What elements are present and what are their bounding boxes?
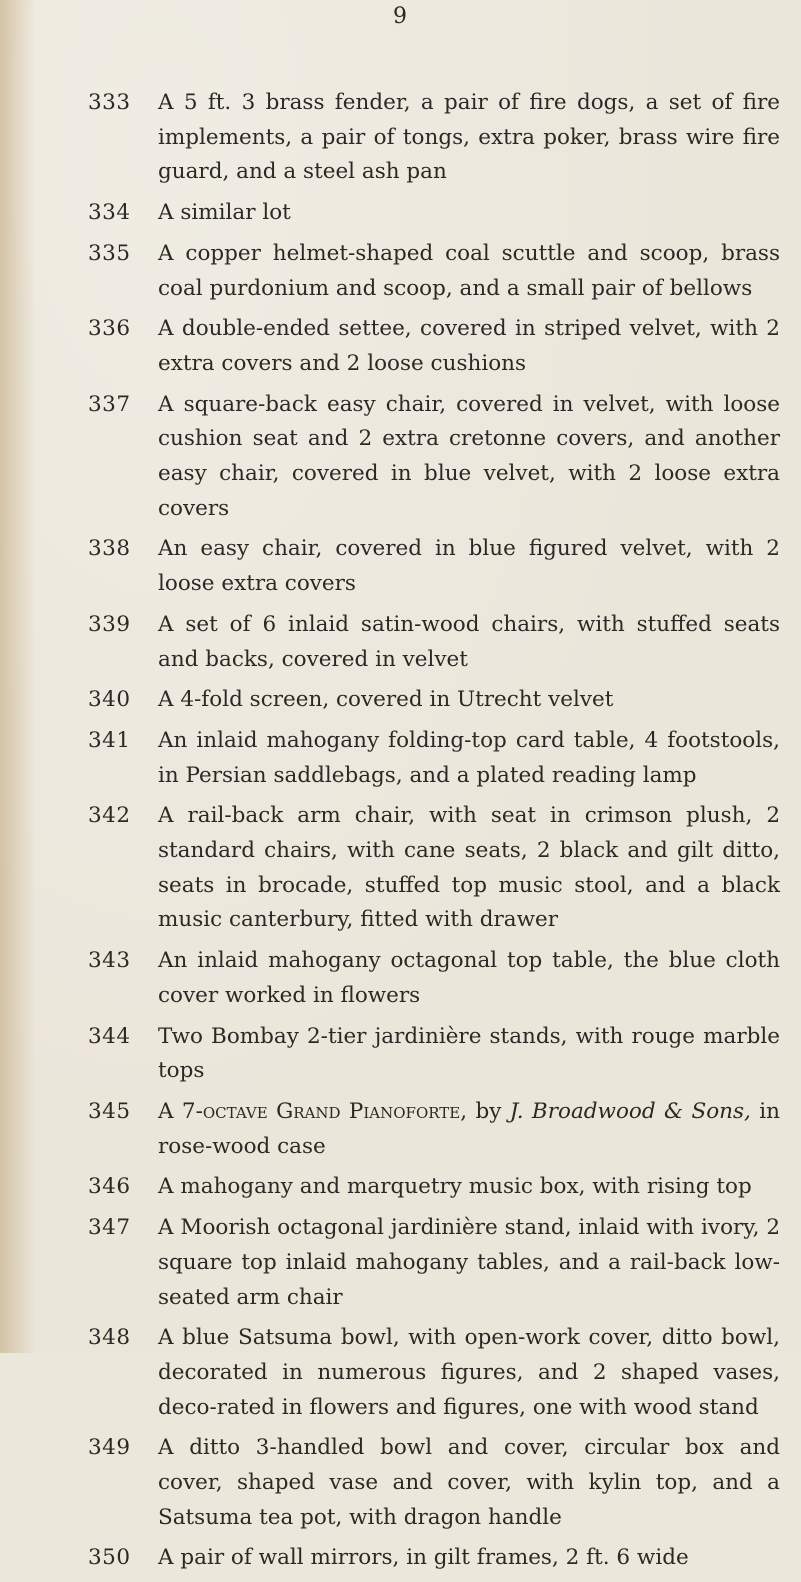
- lot-entry: [0, 1321, 801, 1425]
- lot-number: 337: [88, 391, 131, 417]
- lot-entry: [0, 1170, 801, 1205]
- lot-number: 339: [88, 611, 131, 637]
- lot-description: An inlaid mahogany folding-top card table, 4 footstools, in Persian saddlebags, and a plated reading lamp: [158, 727, 780, 788]
- lot-entry: [0, 237, 801, 306]
- lot-description: Two Bombay 2-tier jardinière stands, with rouge marble tops: [158, 1023, 780, 1084]
- lot-description: [158, 1095, 780, 1164]
- lot-entry: [0, 1541, 801, 1576]
- lot-description: A Moorish octagonal jardinière stand, inlaid with ivory, 2 square top inlaid mahogany tables, and a rail-back low-seated arm chair: [158, 1215, 780, 1310]
- lot-number: 345: [88, 1098, 131, 1124]
- lot-description-small-caps: 7-octave Grand Pianoforte: [181, 1098, 461, 1124]
- lot-entry: [0, 1211, 801, 1315]
- lot-description: A similar lot: [158, 200, 291, 226]
- lot-description: A pair of wall mirrors, in gilt frames, 2 ft. 6 wide: [158, 1545, 689, 1571]
- lot-entry: [0, 312, 801, 381]
- lot-number: 340: [88, 687, 131, 713]
- lot-number: 334: [88, 200, 131, 226]
- lot-description-part: in rose-wood case: [158, 1098, 780, 1159]
- lot-entry: [0, 86, 801, 190]
- lot-description: A copper helmet-shaped coal scuttle and scoop, brass coal purdonium and scoop, and a small pair of bellows: [158, 240, 780, 301]
- lot-description: A square-back easy chair, covered in velvet, with loose cushion seat and 2 extra cretonne covers, and another easy chair, covered in blue velvet, with 2 loose extra covers: [158, 391, 780, 521]
- lot-description-maker: J. Broadwood & Sons,: [509, 1098, 751, 1124]
- lot-number: 333: [88, 90, 131, 115]
- lot-entry: [0, 196, 801, 231]
- lot-number: 348: [88, 1325, 131, 1351]
- lot-number: 335: [88, 240, 131, 266]
- lot-entry: [0, 1020, 801, 1089]
- lot-description-part: , by: [460, 1098, 510, 1124]
- lot-number: 347: [88, 1215, 131, 1241]
- lot-description: A blue Satsuma bowl, with open-work cover, ditto bowl, decorated in numerous figures, and 2 shaped vases, deco-rated in flowers and figures, one with wood stand: [158, 1325, 780, 1420]
- lot-entry: [0, 1095, 801, 1164]
- lot-description: An inlaid mahogany octagonal top table, the blue cloth cover worked in flowers: [158, 948, 780, 1008]
- lot-entry: [0, 388, 801, 527]
- lot-description: An easy chair, covered in blue figured velvet, with 2 loose extra covers: [158, 536, 780, 597]
- lot-entry: [0, 608, 801, 677]
- lot-entry: [0, 944, 801, 1013]
- lot-description: A rail-back arm chair, with seat in crimson plush, 2 standard chairs, with cane seats, 2 black and gilt ditto, seats in brocade, stuffed top music stool, and a black music canterbury, fitted with drawer: [158, 803, 780, 933]
- lot-description: A double-ended settee, covered in striped velvet, with 2 extra covers and 2 loose cushions: [158, 316, 780, 376]
- lot-description: A 4-fold screen, covered in Utrecht velvet: [158, 687, 614, 713]
- lot-description: A set of 6 inlaid satin-wood chairs, with stuffed seats and backs, covered in velvet: [158, 611, 780, 672]
- lot-entry: [0, 532, 801, 601]
- lot-number: 338: [88, 536, 131, 562]
- lot-number: 341: [88, 727, 131, 753]
- lot-entry: [0, 799, 801, 938]
- lot-description: A mahogany and marquetry music box, with rising top: [158, 1174, 752, 1200]
- lot-number: 350: [88, 1545, 131, 1571]
- lot-entry: [0, 1431, 801, 1535]
- lot-number: 344: [88, 1023, 131, 1049]
- page-number: 9: [393, 4, 408, 29]
- lot-description: A ditto 3-handled bowl and cover, circular box and cover, shaped vase and cover, with kylin top, and a Satsuma tea pot, with dragon handle: [158, 1435, 780, 1530]
- lot-list: [0, 86, 801, 1582]
- lot-number: 346: [88, 1174, 131, 1200]
- lot-number: 342: [88, 803, 131, 829]
- lot-description-part: A: [158, 1098, 182, 1124]
- lot-number: 336: [88, 316, 131, 342]
- lot-number: 343: [88, 948, 131, 974]
- lot-number: 349: [88, 1435, 131, 1461]
- lot-description: A 5 ft. 3 brass fender, a pair of fire dogs, a set of fire implements, a pair of tongs, extra poker, brass wire fire guard, and a steel ash pan: [158, 90, 780, 185]
- lot-entry: [0, 683, 801, 718]
- lot-entry: [0, 724, 801, 793]
